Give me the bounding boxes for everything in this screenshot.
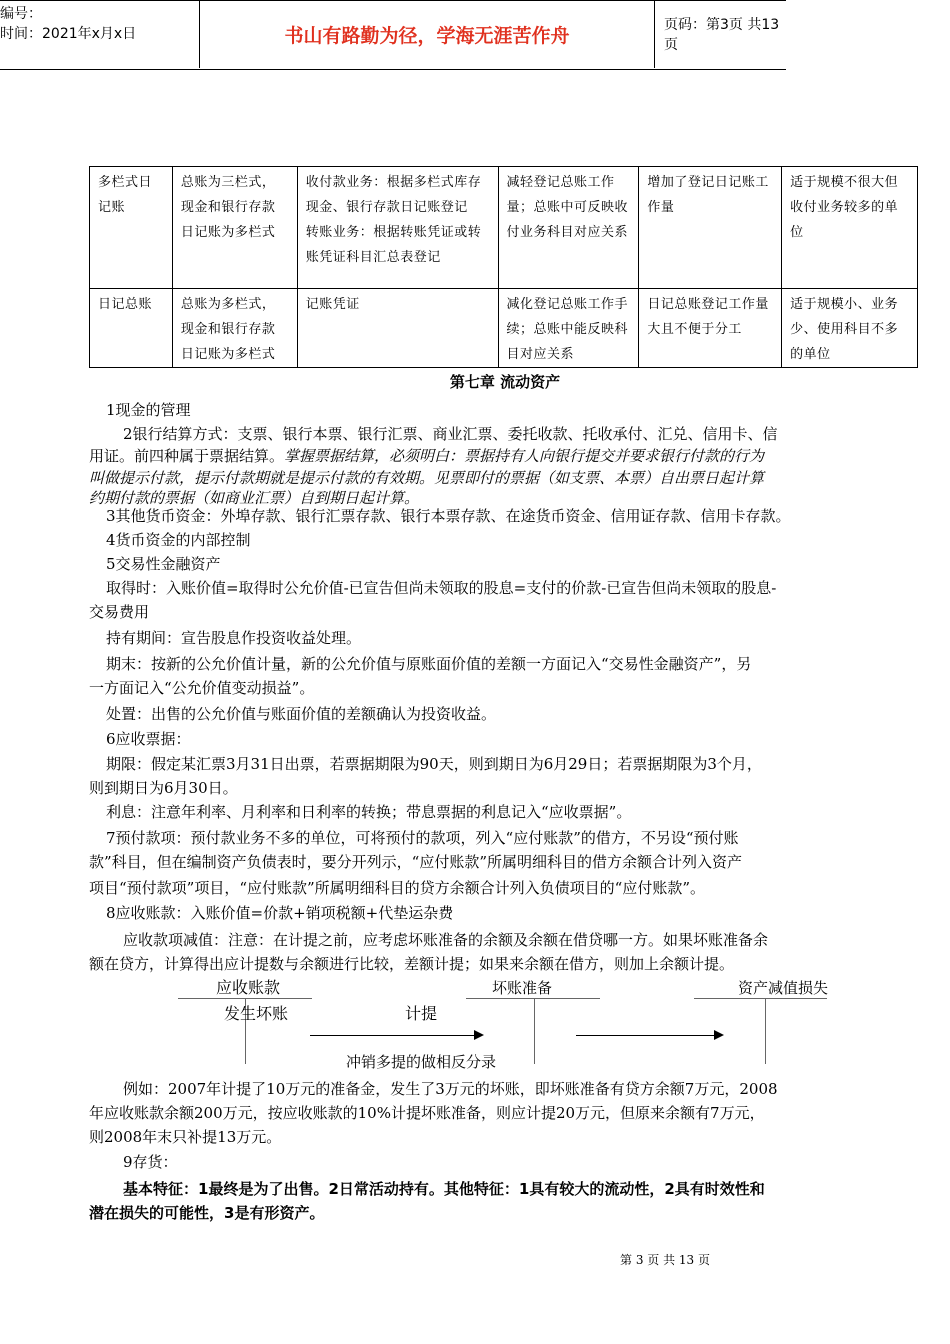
- paragraph: 叫做提示付款，提示付款期就是提示付款的有效期。见票即付的票据（如支票、本票）自出票日起计算: [89, 469, 765, 487]
- accounting-table: [89, 166, 918, 368]
- table-cell: 减化登记总账工作手续；总账中能反映科目对应关系: [498, 289, 639, 368]
- t-account-line: [534, 998, 535, 1064]
- paragraph: 约期付款的票据（如商业汇票）自到期日起计算。: [89, 489, 420, 507]
- table-cell: 增加了登记日记账工作量: [639, 167, 782, 289]
- motto: 书山有路勤为径，学海无涯苦作舟: [284, 24, 570, 47]
- number-label: 编号：: [0, 6, 42, 22]
- chapter-title: 第七章 流动资产: [449, 373, 561, 391]
- arrow-line: [576, 1035, 718, 1036]
- paragraph: 项目“预付款项”项目，“应付账款”所属明细科目的贷方余额合计列入负债项目的“应付账款”。: [89, 879, 706, 897]
- paragraph: [89, 444, 764, 468]
- table-row: [90, 289, 918, 368]
- paragraph: 期末：按新的公允价值计量，新的公允价值与原账面价值的差额一方面记入“交易性金融资产”，另: [106, 655, 752, 673]
- paragraph: 5交易性金融资产: [106, 555, 221, 573]
- table-cell: 日记总账: [90, 289, 173, 368]
- header-motto-cell: [200, 0, 655, 68]
- table-cell: 收付款业务：根据多栏式库存现金、银行存款日记账登记 转账业务：根据转账凭证或转账凭证科目汇总表登记: [297, 167, 498, 289]
- paragraph: 则到期日为6月30日。: [89, 779, 238, 797]
- t-account-title: 坏账准备: [492, 979, 553, 997]
- table-row: [90, 167, 918, 289]
- header-meta: [0, 0, 200, 68]
- paragraph: 1现金的管理: [106, 401, 191, 419]
- paragraph-text: 用证。前四种属于票据结算。: [89, 447, 285, 465]
- table-cell: 适于规模小、业务少、使用科目不多的单位: [782, 289, 918, 368]
- page-header: [0, 0, 786, 70]
- t-account-line: [694, 998, 827, 999]
- arrow-line: [310, 1035, 478, 1036]
- table-cell: 减轻登记总账工作量；总账中可反映收付业务科目对应关系: [498, 167, 639, 289]
- paragraph: 交易费用: [89, 603, 150, 621]
- arrow-head-icon: [714, 1030, 724, 1040]
- paragraph: 例如：2007年计提了10万元的准备金，发生了3万元的坏账，即坏账准备有贷方余额7万元，2008: [123, 1080, 778, 1098]
- paragraph: 潜在损失的可能性，3是有形资产。: [89, 1204, 325, 1222]
- paragraph: 取得时：入账价值=取得时公允价值-已宣告但尚未领取的股息=支付的价款-已宣告但尚未领取的股息-: [106, 579, 777, 597]
- paragraph: 额在贷方，计算得出应计提数与余额进行比较，差额计提；如果来余额在借方，则加上余额计提。: [89, 955, 735, 973]
- table-cell: 多栏式日记账: [90, 167, 173, 289]
- paragraph: 一方面记入“公允价值变动损益”。: [89, 679, 315, 697]
- t-account-title: 资产减值损失: [738, 979, 829, 997]
- paragraph: 2银行结算方式：支票、银行本票、银行汇票、商业汇票、委托收款、托收承付、汇兑、信用卡、信: [123, 425, 778, 443]
- t-account-line: [466, 998, 600, 999]
- paragraph: 持有期间：宣告股息作投资收益处理。: [106, 629, 362, 647]
- table-cell: 总账为多栏式，现金和银行存款日记账为多栏式: [172, 289, 297, 368]
- page-footer: 第 3 页 共 13 页: [620, 1253, 710, 1267]
- paragraph: 7预付款项：预付款业务不多的单位，可将预付的款项，列入“应付账款”的借方，不另设“预付账: [106, 829, 739, 847]
- paragraph-italic: 掌握票据结算，必须明白：票据持有人向银行提交并要求银行付款的行为: [284, 447, 765, 465]
- table-cell: 记账凭证: [297, 289, 498, 368]
- date-label: 时间：2021年x月x日: [0, 26, 137, 42]
- paragraph: 基本特征：1最终是为了出售。2日常活动持有。其他特征：1具有较大的流动性，2具有时效性和: [123, 1180, 765, 1198]
- paragraph: 9存货：: [123, 1153, 178, 1171]
- paragraph: 年应收账款余额200万元，按应收账款的10%计提坏账准备，则应计提20万元，但原来余额有7万元，: [89, 1104, 765, 1122]
- paragraph: 期限：假定某汇票3月31日出票，若票据期限为90天，则到期日为6月29日；若票据期限为3个月，: [106, 755, 762, 773]
- arrow-head-icon: [474, 1030, 484, 1040]
- paragraph: 6应收票据：: [106, 730, 191, 748]
- t-account-title: 应收账款: [216, 978, 281, 997]
- diagram-label: 计提: [405, 1004, 438, 1023]
- page-label: 页码：第3页 共13页: [664, 17, 780, 53]
- paragraph: 利息：注意年利率、月利率和日利率的转换；带息票据的利息记入“应收票据”。: [106, 803, 632, 821]
- paragraph: 则2008年末只补提13万元。: [89, 1128, 282, 1146]
- paragraph: 处置：出售的公允价值与账面价值的差额确认为投资收益。: [106, 705, 497, 723]
- paragraph: 4货币资金的内部控制: [106, 531, 251, 549]
- table-cell: 总账为三栏式，现金和银行存款日记账为多栏式: [172, 167, 297, 289]
- table-cell: 日记总账登记工作量大且不便于分工: [639, 289, 782, 368]
- paragraph: 款”科目，但在编制资产负债表时，要分开列示，“应付账款”所属明细科目的借方余额合计列入资产: [89, 853, 743, 871]
- table-cell: 适于规模不很大但收付业务较多的单位: [782, 167, 918, 289]
- paragraph: 3其他货币资金：外埠存款、银行汇票存款、银行本票存款、在途货币资金、信用证存款、信用卡存款。: [106, 507, 791, 525]
- diagram-label: 冲销多提的做相反分录: [346, 1053, 497, 1071]
- paragraph: 应收款项减值：注意：在计提之前，应考虑坏账准备的余额及余额在借贷哪一方。如果坏账准备余: [123, 931, 769, 949]
- paragraph: 8应收账款：入账价值=价款+销项税额+代垫运杂费: [106, 904, 454, 922]
- diagram-label: 发生坏账: [224, 1004, 289, 1023]
- t-account-line: [765, 998, 766, 1064]
